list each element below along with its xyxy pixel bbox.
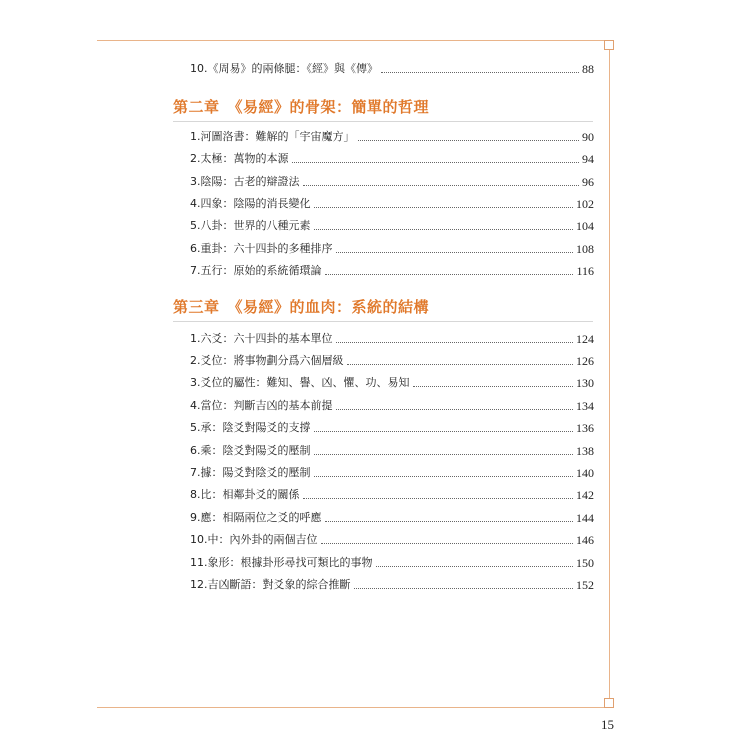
chapter-divider [173,121,593,122]
toc-entry-title: 11.象形：根據卦形尋找可類比的事物 [190,556,373,569]
toc-entry-page: 130 [576,376,594,390]
toc-entry[interactable] [190,219,594,233]
chapter-heading: 第二章 《易經》的骨架：簡單的哲理 [173,98,430,116]
toc-entry[interactable] [190,175,594,189]
toc-entry[interactable] [190,376,594,390]
dot-leader [347,364,574,365]
toc-entry-page: 134 [576,399,594,413]
toc-entry-page: 140 [576,466,594,480]
dot-leader [314,207,574,208]
toc-entry[interactable] [190,152,594,166]
toc-entry[interactable] [190,242,594,256]
toc-entry-title: 10.《周易》的兩條腿：《經》與《傳》 [190,62,378,75]
toc-entry-title: 4.四象：陰陽的消長變化 [190,197,311,210]
toc-entry-title: 6.重卦：六十四卦的多種排序 [190,242,333,255]
dot-leader [354,588,574,589]
toc-entry[interactable] [190,264,594,278]
dot-leader [325,274,574,275]
dot-leader [314,229,574,230]
toc-entry-page: 146 [576,533,594,547]
dot-leader [413,386,574,387]
toc-entry-title: 5.八卦：世界的八種元素 [190,219,311,232]
toc-entry[interactable] [190,578,594,592]
toc-entry[interactable] [190,62,594,76]
toc-entry-page: 88 [582,62,594,76]
toc-entry[interactable] [190,421,594,435]
toc-entry-title: 3.爻位的屬性：難知、譽、凶、懼、功、易知 [190,376,410,389]
toc-entry-title: 1.六爻：六十四卦的基本單位 [190,332,333,345]
toc-entry-page: 144 [576,511,594,525]
toc-entry[interactable] [190,533,594,547]
dot-leader [321,543,574,544]
toc-entry-page: 138 [576,444,594,458]
toc-entry[interactable] [190,354,594,368]
toc-entry-title: 1.河圖洛書：難解的「宇宙魔方」 [190,130,355,143]
toc-entry-title: 3.陰陽：古老的辯證法 [190,175,300,188]
bottom-corner-square [604,698,614,708]
dot-leader [376,566,574,567]
toc-entry-title: 12.吉凶斷語：對爻象的綜合推斷 [190,578,351,591]
chapter-heading: 第三章 《易經》的血肉：系統的結構 [173,298,430,316]
toc-entry[interactable] [190,332,594,346]
bottom-border-line [97,707,609,708]
dot-leader [336,409,574,410]
page-number: 15 [601,717,614,732]
toc-entry-title: 2.太極：萬物的本源 [190,152,289,165]
top-corner-square [604,40,614,50]
toc-entry-title: 10.中：內外卦的兩個吉位 [190,533,318,546]
toc-entry-page: 108 [576,242,594,256]
toc-entry-page: 152 [576,578,594,592]
dot-leader [358,140,580,141]
dot-leader [314,431,574,432]
toc-entry[interactable] [190,488,594,502]
dot-leader [292,162,580,163]
dot-leader [303,498,574,499]
toc-entry[interactable] [190,130,594,144]
dot-leader [314,476,574,477]
toc-entry-page: 116 [576,264,594,278]
toc-entry-page: 150 [576,556,594,570]
toc-entry-page: 136 [576,421,594,435]
toc-entry[interactable] [190,444,594,458]
toc-entry-page: 124 [576,332,594,346]
dot-leader [381,72,579,73]
toc-entry-title: 4.當位：判斷吉凶的基本前提 [190,399,333,412]
toc-entry-title: 2.爻位：將事物劃分爲六個層級 [190,354,344,367]
toc-entry-title: 5.承：陰爻對陽爻的支撐 [190,421,311,434]
dot-leader [314,454,574,455]
toc-entry-page: 142 [576,488,594,502]
toc-entry-title: 8.比：相鄰卦爻的關係 [190,488,300,501]
toc-entry-title: 6.乘：陰爻對陽爻的壓制 [190,444,311,457]
dot-leader [336,342,574,343]
toc-entry-page: 126 [576,354,594,368]
right-border-line [609,48,610,698]
toc-entry[interactable] [190,556,594,570]
toc-entry-title: 7.據：陽爻對陰爻的壓制 [190,466,311,479]
toc-entry-page: 102 [576,197,594,211]
toc-entry[interactable] [190,466,594,480]
toc-entry-page: 104 [576,219,594,233]
dot-leader [325,521,574,522]
toc-entry-title: 9.應：相隔兩位之爻的呼應 [190,511,322,524]
dot-leader [336,252,574,253]
toc-entry-title: 7.五行：原始的系統循環論 [190,264,322,277]
toc-entry-page: 90 [582,130,594,144]
toc-entry[interactable] [190,511,594,525]
toc-entry-page: 96 [582,175,594,189]
chapter-divider [173,321,593,322]
toc-entry[interactable] [190,399,594,413]
toc-entry[interactable] [190,197,594,211]
toc-entry-page: 94 [582,152,594,166]
dot-leader [303,185,580,186]
top-border-line [97,40,609,41]
